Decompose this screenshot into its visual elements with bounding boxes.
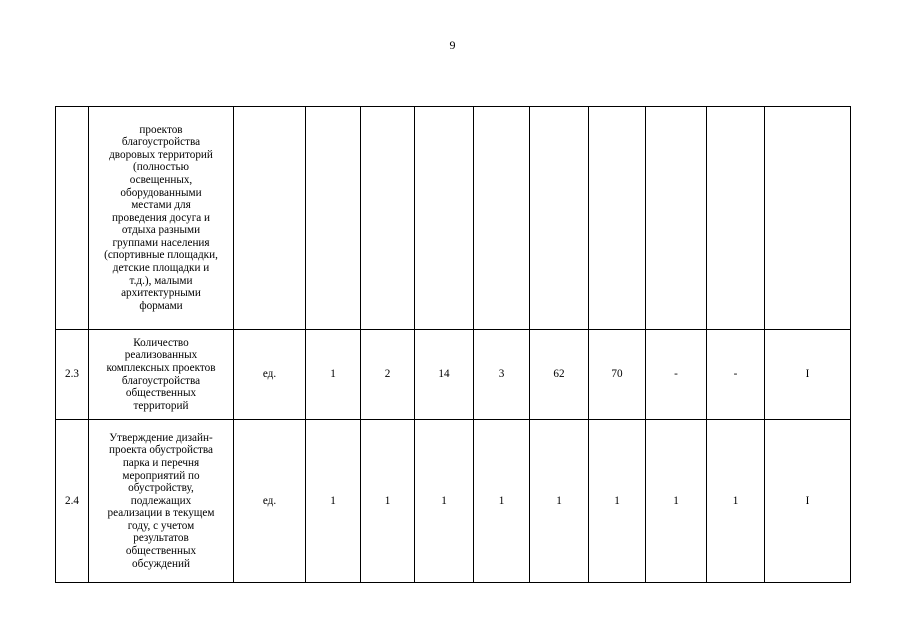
row-value: 1: [306, 330, 361, 420]
row-unit: [234, 107, 306, 330]
row-value: -: [707, 330, 765, 420]
row-value: 1: [589, 420, 646, 583]
row-value: [474, 107, 530, 330]
row-value: 1: [361, 420, 415, 583]
row-value: 2: [361, 330, 415, 420]
row-number: 2.3: [56, 330, 89, 420]
row-value: 1: [415, 420, 474, 583]
row-number: [56, 107, 89, 330]
row-unit: ед.: [234, 420, 306, 583]
row-value: [646, 107, 707, 330]
page-number: 9: [449, 38, 456, 52]
table-row: [56, 107, 851, 330]
row-number: 2.4: [56, 420, 89, 583]
row-value: 1: [530, 420, 589, 583]
row-value: [765, 107, 851, 330]
row-value: I: [765, 330, 851, 420]
row-description: проектов благоустройства дворовых территорий (полностью освещенных, оборудованными местами для проведения досуга и отдыха разными группами населения (спортивные площадки, детские площадки и т.д.), малыми архитектурными формами: [89, 107, 234, 330]
row-value: 14: [415, 330, 474, 420]
row-value: 62: [530, 330, 589, 420]
row-value: 70: [589, 330, 646, 420]
table-row: [56, 420, 851, 583]
row-unit: ед.: [234, 330, 306, 420]
row-value: I: [765, 420, 851, 583]
row-value: 3: [474, 330, 530, 420]
row-value: [707, 107, 765, 330]
row-value: 1: [474, 420, 530, 583]
row-value: [306, 107, 361, 330]
row-value: 1: [306, 420, 361, 583]
row-value: [530, 107, 589, 330]
row-description: Утверждение дизайн- проекта обустройства парка и перечня мероприятий по обустройству, подлежащих реализации в текущем году, с учетом результатов общественных обсуждений: [89, 420, 234, 583]
row-value: [361, 107, 415, 330]
row-value: -: [646, 330, 707, 420]
row-value: 1: [707, 420, 765, 583]
row-value: [415, 107, 474, 330]
row-value: [589, 107, 646, 330]
row-description: Количество реализованных комплексных проектов благоустройства общественных территорий: [89, 330, 234, 420]
table-row: [56, 330, 851, 420]
row-value: 1: [646, 420, 707, 583]
indicators-table: [55, 106, 851, 583]
